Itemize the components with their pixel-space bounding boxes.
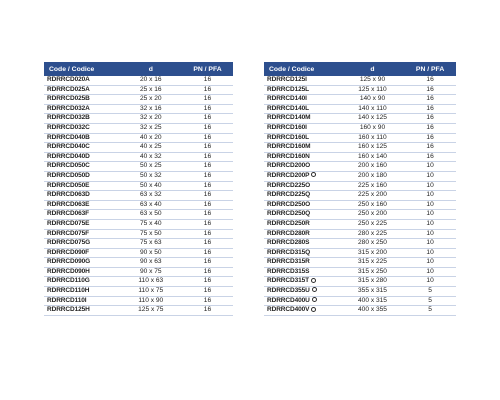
code-text: RDRRCD020A <box>47 76 90 83</box>
cell-d: 315 x 200 <box>341 248 404 258</box>
cell-d: 280 x 225 <box>341 229 404 239</box>
cell-pn: 16 <box>182 123 233 133</box>
cell-d: 160 x 140 <box>341 152 404 162</box>
cell-code <box>264 171 341 181</box>
cell-code <box>264 143 341 153</box>
table-row <box>264 200 456 210</box>
cell-code <box>44 162 120 172</box>
table-row <box>44 210 233 220</box>
cell-pn: 10 <box>404 239 456 249</box>
code-text: RDRRCD250R <box>267 219 310 227</box>
code-text: RDRRCD200P <box>267 171 310 179</box>
cell-code <box>264 133 341 143</box>
cell-d: 140 x 110 <box>341 104 404 114</box>
cell-code <box>44 143 120 153</box>
table-row <box>44 76 233 85</box>
cell-code <box>264 104 341 114</box>
code-text: RDRRCD355U <box>267 287 310 295</box>
cell-pn: 10 <box>404 171 456 181</box>
code-text: RDRRCD160L <box>267 133 309 141</box>
table-row <box>264 133 456 143</box>
cell-code <box>44 152 120 162</box>
header-code: Code / Codice <box>264 62 341 76</box>
table-row <box>264 239 456 249</box>
cell-code <box>44 239 120 249</box>
cell-pn: 10 <box>404 181 456 191</box>
cell-d: 90 x 75 <box>120 267 182 277</box>
table-row <box>264 219 456 229</box>
cell-pn: 16 <box>182 296 233 306</box>
cell-pn: 16 <box>182 76 233 85</box>
cell-pn: 16 <box>182 287 233 297</box>
code-text: RDRRCD140L <box>267 104 309 112</box>
cell-pn: 16 <box>182 133 233 143</box>
cell-pn: 16 <box>182 114 233 124</box>
cell-code <box>264 287 341 297</box>
cell-code <box>264 85 341 95</box>
cell-pn: 16 <box>182 219 233 229</box>
cell-d: 40 x 20 <box>120 133 182 143</box>
code-text: RDRRCD315T <box>267 277 309 285</box>
table-row <box>44 181 233 191</box>
code-text: RDRRCD090F <box>47 248 89 256</box>
cell-pn: 16 <box>182 191 233 201</box>
code-text: RDRRCD160N <box>267 152 310 160</box>
cell-code <box>264 296 341 306</box>
cell-d: 63 x 32 <box>120 191 182 201</box>
cell-code <box>264 152 341 162</box>
cell-pn: 16 <box>182 104 233 114</box>
header-code: Code / Codice <box>44 62 120 76</box>
code-text: RDRRCD125I <box>267 76 307 83</box>
cell-pn: 16 <box>404 133 456 143</box>
cell-code <box>264 123 341 133</box>
cell-pn: 10 <box>404 210 456 220</box>
table-row <box>264 76 456 85</box>
cell-d: 75 x 40 <box>120 219 182 229</box>
code-text: RDRRCD032C <box>47 123 90 131</box>
cell-code <box>264 114 341 124</box>
cell-pn: 16 <box>182 143 233 153</box>
code-text: RDRRCD280R <box>267 229 310 237</box>
cell-d: 315 x 280 <box>341 277 404 287</box>
cell-code <box>264 239 341 249</box>
cell-pn: 16 <box>404 123 456 133</box>
cell-code <box>44 219 120 229</box>
table-left <box>44 62 233 316</box>
code-text: RDRRCD110G <box>47 277 90 285</box>
table-row <box>264 95 456 105</box>
cell-code <box>44 210 120 220</box>
cell-code <box>44 229 120 239</box>
table-left-body <box>44 76 233 315</box>
cell-d: 50 x 25 <box>120 162 182 172</box>
table-row <box>44 114 233 124</box>
code-text: RDRRCD090H <box>47 267 90 275</box>
cell-code <box>44 306 120 316</box>
cell-d: 125 x 75 <box>120 306 182 316</box>
cell-code <box>264 219 341 229</box>
code-text: RDRRCD075E <box>47 219 90 227</box>
table-row <box>44 85 233 95</box>
code-text: RDRRCD225Q <box>267 191 311 199</box>
cell-d: 32 x 20 <box>120 114 182 124</box>
cell-pn: 16 <box>182 200 233 210</box>
code-text: RDRRCD280S <box>267 239 310 247</box>
table-right-header-row <box>264 62 456 76</box>
code-text: RDRRCD250Q <box>267 210 311 218</box>
table-right <box>264 62 456 316</box>
cell-d: 160 x 125 <box>341 143 404 153</box>
cell-d: 90 x 50 <box>120 248 182 258</box>
cell-d: 200 x 180 <box>341 171 404 181</box>
cell-pn: 16 <box>404 143 456 153</box>
code-text: RDRRCD110H <box>47 287 90 295</box>
table-row <box>264 85 456 95</box>
code-text: RDRRCD125H <box>47 306 90 314</box>
cell-pn: 16 <box>182 171 233 181</box>
cell-code <box>44 123 120 133</box>
cell-code <box>44 85 120 95</box>
cell-d: 32 x 25 <box>120 123 182 133</box>
cell-pn: 16 <box>182 239 233 249</box>
cell-d: 90 x 63 <box>120 258 182 268</box>
cell-code <box>44 76 120 85</box>
table-row <box>264 162 456 172</box>
table-right-body <box>264 76 456 315</box>
cell-code <box>264 306 341 316</box>
cell-d: 110 x 75 <box>120 287 182 297</box>
code-text: RDRRCD040B <box>47 133 90 141</box>
cell-pn: 10 <box>404 229 456 239</box>
cell-code <box>44 267 120 277</box>
cell-code <box>44 258 120 268</box>
cell-d: 225 x 160 <box>341 181 404 191</box>
cell-d: 63 x 40 <box>120 200 182 210</box>
table-row <box>264 143 456 153</box>
code-text: RDRRCD040C <box>47 143 90 151</box>
table-row <box>44 239 233 249</box>
table-row <box>264 287 456 297</box>
code-text: RDRRCD032A <box>47 104 90 112</box>
cell-d: 160 x 90 <box>341 123 404 133</box>
ring-mark-icon <box>312 287 317 292</box>
cell-pn: 16 <box>182 267 233 277</box>
table-row <box>44 143 233 153</box>
table-row <box>264 191 456 201</box>
cell-code <box>264 76 341 85</box>
cell-code <box>44 287 120 297</box>
table-row <box>44 104 233 114</box>
table-row <box>264 277 456 287</box>
header-d: d <box>341 62 404 76</box>
code-text: RDRRCD315Q <box>267 248 311 256</box>
cell-code <box>264 181 341 191</box>
cell-d: 280 x 250 <box>341 239 404 249</box>
cell-pn: 16 <box>404 104 456 114</box>
cell-pn: 16 <box>404 152 456 162</box>
cell-code <box>44 248 120 258</box>
cell-d: 400 x 355 <box>341 306 404 316</box>
header-pn: PN / PFA <box>182 62 233 76</box>
cell-pn: 16 <box>182 181 233 191</box>
ring-mark-icon <box>312 297 317 302</box>
table-left-header-row <box>44 62 233 76</box>
cell-d: 160 x 110 <box>341 133 404 143</box>
cell-code <box>44 200 120 210</box>
table-row <box>44 219 233 229</box>
code-text: RDRRCD400U <box>267 296 310 304</box>
cell-code <box>44 95 120 105</box>
cell-d: 250 x 160 <box>341 200 404 210</box>
cell-d: 250 x 225 <box>341 219 404 229</box>
cell-d: 63 x 50 <box>120 210 182 220</box>
cell-d: 110 x 63 <box>120 277 182 287</box>
cell-code <box>264 200 341 210</box>
table-row <box>264 104 456 114</box>
table-row <box>44 95 233 105</box>
table-row <box>264 210 456 220</box>
ring-mark-icon <box>311 307 316 312</box>
cell-pn: 16 <box>404 85 456 95</box>
table-row <box>264 248 456 258</box>
code-text: RDRRCD110I <box>47 296 87 304</box>
cell-pn: 16 <box>182 210 233 220</box>
ring-mark-icon <box>311 172 316 177</box>
code-text: RDRRCD140I <box>267 95 307 103</box>
table-row <box>44 200 233 210</box>
table-row <box>264 267 456 277</box>
cell-pn: 10 <box>404 200 456 210</box>
cell-d: 110 x 90 <box>120 296 182 306</box>
cell-d: 40 x 25 <box>120 143 182 153</box>
table-row <box>264 114 456 124</box>
table-row <box>264 296 456 306</box>
code-text: RDRRCD050D <box>47 171 90 179</box>
code-text: RDRRCD075G <box>47 239 91 247</box>
cell-d: 75 x 63 <box>120 239 182 249</box>
cell-d: 50 x 32 <box>120 171 182 181</box>
table-row <box>264 181 456 191</box>
table-row <box>44 123 233 133</box>
table-row <box>44 287 233 297</box>
table-row <box>44 191 233 201</box>
cell-code <box>264 258 341 268</box>
cell-d: 200 x 160 <box>341 162 404 172</box>
table-row <box>44 229 233 239</box>
cell-pn: 16 <box>404 95 456 105</box>
cell-d: 140 x 90 <box>341 95 404 105</box>
cell-code <box>264 277 341 287</box>
code-text: RDRRCD063E <box>47 200 90 208</box>
cell-d: 50 x 40 <box>120 181 182 191</box>
cell-d: 400 x 315 <box>341 296 404 306</box>
code-text: RDRRCD315R <box>267 258 310 266</box>
table-row <box>44 296 233 306</box>
code-text: RDRRCD315S <box>267 267 310 275</box>
cell-pn: 16 <box>182 95 233 105</box>
code-text: RDRRCD063D <box>47 191 90 199</box>
cell-pn: 10 <box>404 277 456 287</box>
cell-pn: 10 <box>404 219 456 229</box>
cell-d: 250 x 200 <box>341 210 404 220</box>
table-row <box>44 267 233 277</box>
code-text: RDRRCD200O <box>267 162 311 170</box>
table-row <box>44 152 233 162</box>
cell-code <box>264 229 341 239</box>
cell-d: 225 x 200 <box>341 191 404 201</box>
cell-pn: 16 <box>182 258 233 268</box>
table-row <box>264 171 456 181</box>
code-text: RDRRCD140M <box>267 114 311 122</box>
header-pn: PN / PFA <box>404 62 456 76</box>
ring-mark-icon <box>311 278 316 283</box>
cell-d: 25 x 20 <box>120 95 182 105</box>
cell-pn: 16 <box>182 248 233 258</box>
cell-pn: 10 <box>404 267 456 277</box>
cell-d: 40 x 32 <box>120 152 182 162</box>
cell-code <box>44 171 120 181</box>
table-row <box>44 248 233 258</box>
cell-pn: 16 <box>404 114 456 124</box>
code-text: RDRRCD040D <box>47 152 90 160</box>
cell-pn: 16 <box>182 162 233 172</box>
cell-code <box>264 162 341 172</box>
cell-pn: 16 <box>182 277 233 287</box>
cell-d: 20 x 16 <box>120 76 182 85</box>
cell-pn: 16 <box>182 85 233 95</box>
code-text: RDRRCD025B <box>47 95 90 103</box>
cell-code <box>44 191 120 201</box>
code-text: RDRRCD025A <box>47 85 90 93</box>
cell-d: 355 x 315 <box>341 287 404 297</box>
cell-pn: 16 <box>404 76 456 85</box>
table-row <box>264 123 456 133</box>
table-row <box>44 133 233 143</box>
table-row <box>44 171 233 181</box>
code-text: RDRRCD250O <box>267 200 311 208</box>
cell-d: 125 x 110 <box>341 85 404 95</box>
cell-d: 25 x 16 <box>120 85 182 95</box>
cell-code <box>264 210 341 220</box>
code-text: RDRRCD160I <box>267 123 307 131</box>
cell-code <box>44 277 120 287</box>
code-text: RDRRCD225O <box>267 181 311 189</box>
cell-code <box>264 248 341 258</box>
cell-pn: 5 <box>404 296 456 306</box>
cell-pn: 16 <box>182 229 233 239</box>
cell-d: 140 x 125 <box>341 114 404 124</box>
table-row <box>264 152 456 162</box>
code-text: RDRRCD160M <box>267 143 311 151</box>
cell-pn: 10 <box>404 191 456 201</box>
header-d: d <box>120 62 182 76</box>
code-text: RDRRCD050C <box>47 162 90 170</box>
code-text: RDRRCD400V <box>267 306 310 314</box>
cell-pn: 10 <box>404 248 456 258</box>
cell-d: 75 x 50 <box>120 229 182 239</box>
cell-code <box>44 181 120 191</box>
table-row <box>264 229 456 239</box>
cell-pn: 10 <box>404 258 456 268</box>
code-text: RDRRCD125L <box>267 85 309 93</box>
cell-code <box>44 104 120 114</box>
cell-pn: 10 <box>404 162 456 172</box>
code-text: RDRRCD050E <box>47 181 90 189</box>
cell-pn: 16 <box>182 152 233 162</box>
cell-code <box>44 114 120 124</box>
table-row <box>44 277 233 287</box>
table-row <box>44 162 233 172</box>
cell-code <box>44 296 120 306</box>
table-row <box>44 258 233 268</box>
cell-code <box>264 95 341 105</box>
cell-d: 315 x 225 <box>341 258 404 268</box>
code-text: RDRRCD075F <box>47 229 89 237</box>
cell-pn: 5 <box>404 287 456 297</box>
cell-code <box>44 133 120 143</box>
code-text: RDRRCD090G <box>47 258 91 266</box>
table-row <box>264 258 456 268</box>
cell-d: 315 x 250 <box>341 267 404 277</box>
table-row <box>264 306 456 316</box>
cell-pn: 5 <box>404 306 456 316</box>
code-text: RDRRCD063F <box>47 210 89 218</box>
table-row <box>44 306 233 316</box>
cell-pn: 16 <box>182 306 233 316</box>
cell-code <box>264 191 341 201</box>
cell-code <box>264 267 341 277</box>
cell-d: 32 x 16 <box>120 104 182 114</box>
cell-d: 125 x 90 <box>341 76 404 85</box>
code-text: RDRRCD032B <box>47 114 90 122</box>
